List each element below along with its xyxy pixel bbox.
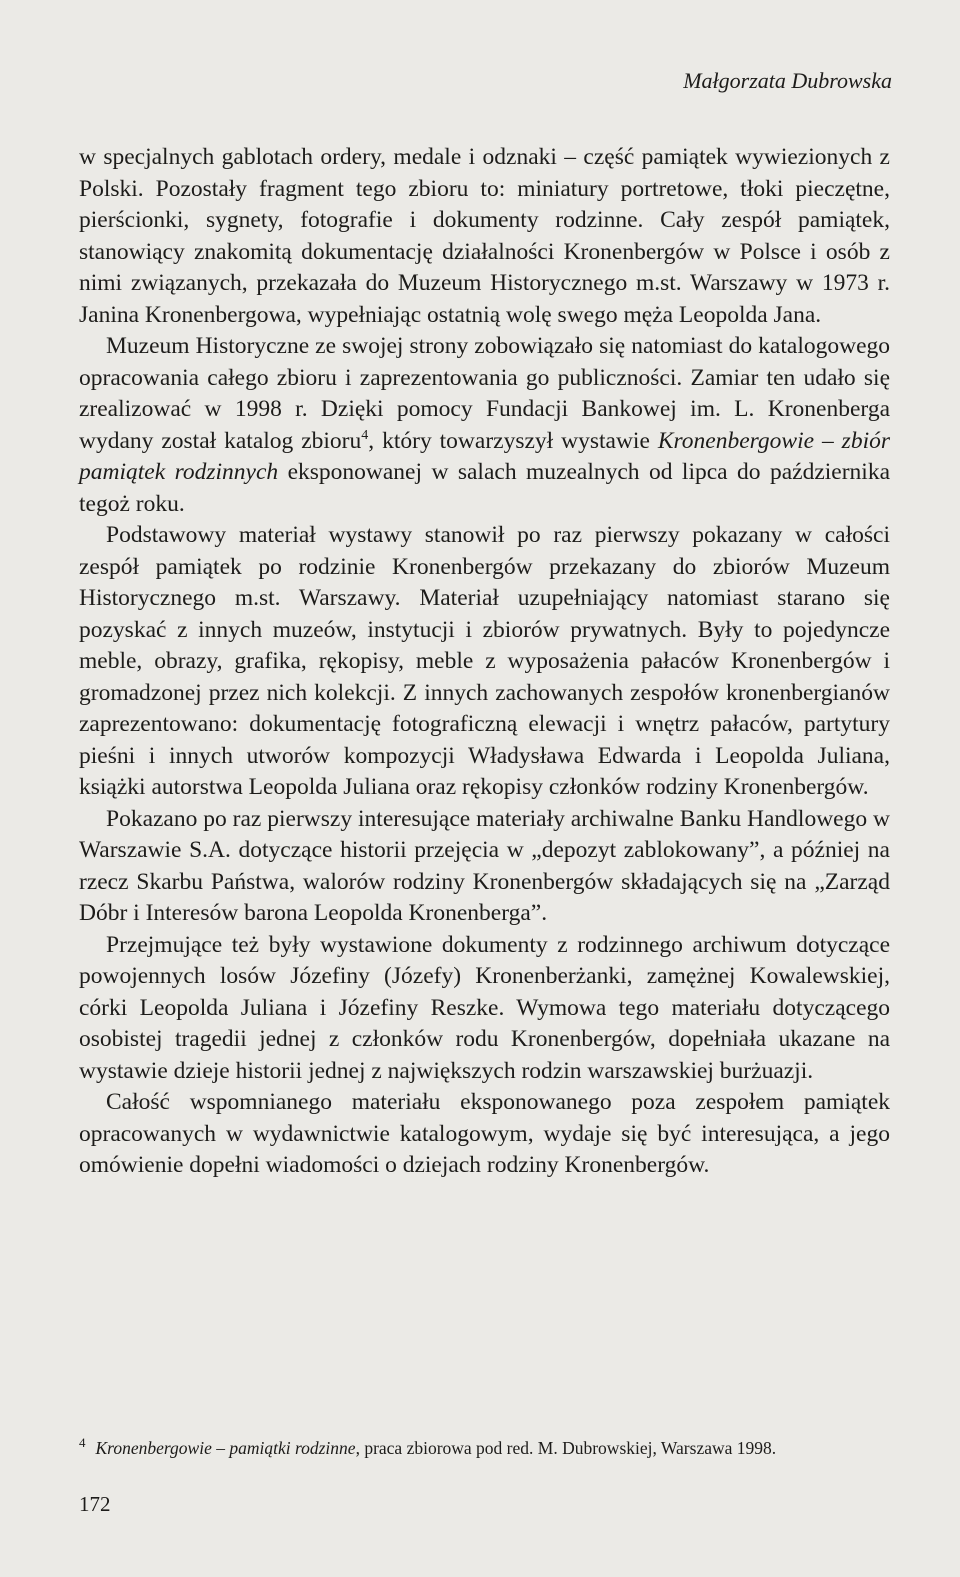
paragraph-2-part-1: Muzeum Historyczne ze swojej strony zobowiązało się natomiast do katalogowego opracowania całego zbioru i zaprezentowania go publiczności. Zamiar ten udało się zrealizować w 1998 r. Dzięki pomocy Fundacji Bankowej im. L. Kronenberga wydany został katalog zbioru	[79, 333, 890, 454]
exhibition-title: Kronenbergowie – zbiór pamiątek rodzinnych	[79, 427, 891, 485]
footnote	[79, 1432, 899, 1459]
footnote-reference[interactable]: 4	[361, 427, 369, 443]
paragraph-2-part-2: , który towarzyszył wystawie	[368, 427, 658, 454]
paragraph-3: Podstawowy materiał wystawy stanowił po raz pierwszy pokazany w całości zespół pamiątek po rodzinie Kronenbergów przekazany do zbiorów Muzeum Historycznego m.st. Warszawy. Materiał uzupełniający natomiast starano się pozyskać z innych muzeów, instytucji i zbiorów prywatnych. Były to pojedyncze meble, obrazy, grafika, rękopisy, meble z wyposażenia pałaców Kronenbergów i gromadzonej przez nich kolekcji. Z innych zachowanych zespołów kronenbergianów zaprezentowano: dokumentację fotograficzną elewacji i wnętrz pałaców, partytury pieśni i innych utworów kompozycji Władysława Edwarda i Leopolda Juliana, książki autorstwa Leopolda Juliana oraz rękopisy członków rodziny Kronenbergów.	[79, 522, 890, 800]
paragraph-2-part-3: eksponowanej w salach muzealnych od lipca do października tegoż roku.	[79, 459, 890, 517]
body-text	[79, 142, 890, 1182]
paragraph-2	[79, 331, 890, 520]
page-number: 172	[79, 1492, 111, 1516]
paragraph-6: Całość wspomnianego materiału eksponowanego poza zespołem pamiątek opracowanych w wydawnictwie katalogowym, wydaje się być interesująca, a jego omówienie dopełni wiadomości o dziejach rodziny Kronenbergów.	[79, 1089, 890, 1178]
footnote-title: Kronenbergowie – pamiątki rodzinne	[95, 1437, 356, 1458]
running-head-author: Małgorzata Dubrowska	[683, 68, 892, 93]
paragraph-5: Przejmujące też były wystawione dokumenty z rodzinnego archiwum dotyczące powojennych losów Józefiny (Józefy) Kronenberżanki, zamężnej Kowalewskiej, córki Leopolda Juliana i Józefiny Reszke. Wymowa tego materiału dotyczącego osobistej tragedii jednej z członków rodu Kronenbergów, dopełniała ukazane na wystawie dzieje historii jednej z największych rodzin warszawskiej burżuazji.	[79, 931, 890, 1084]
paragraph-4: Pokazano po raz pierwszy interesujące materiały archiwalne Banku Handlowego w Warszawie S.A. dotyczące historii przejęcia w „depozyt zablokowany”, a później na rzecz Skarbu Państwa, walorów rodziny Kronenbergów składających się na „Zarząd Dóbr i Interesów barona Leopolda Kronenberga”.	[79, 805, 890, 926]
paragraph-1: w specjalnych gablotach ordery, medale i odznaki – część pamiątek wywiezionych z Polski. Pozostały fragment tego zbioru to: miniatury portretowe, tłoki pieczętne, pierścionki, sygnety, fotografie i dokumenty rodzinne. Cały zespół pamiątek, stanowiący znakomitą dokumentację działalności Kronenbergów w Polsce i osób z nimi związanych, przekazała do Muzeum Historycznego m.st. Warszawy w 1973 r. Janina Kronenbergowa, wypełniając ostatnią wolę swego męża Leopolda Jana.	[79, 144, 890, 328]
footnote-text: , praca zbiorowa pod red. M. Dubrowskiej, Warszawa 1998.	[355, 1437, 777, 1458]
footnote-number: 4	[79, 1435, 86, 1450]
